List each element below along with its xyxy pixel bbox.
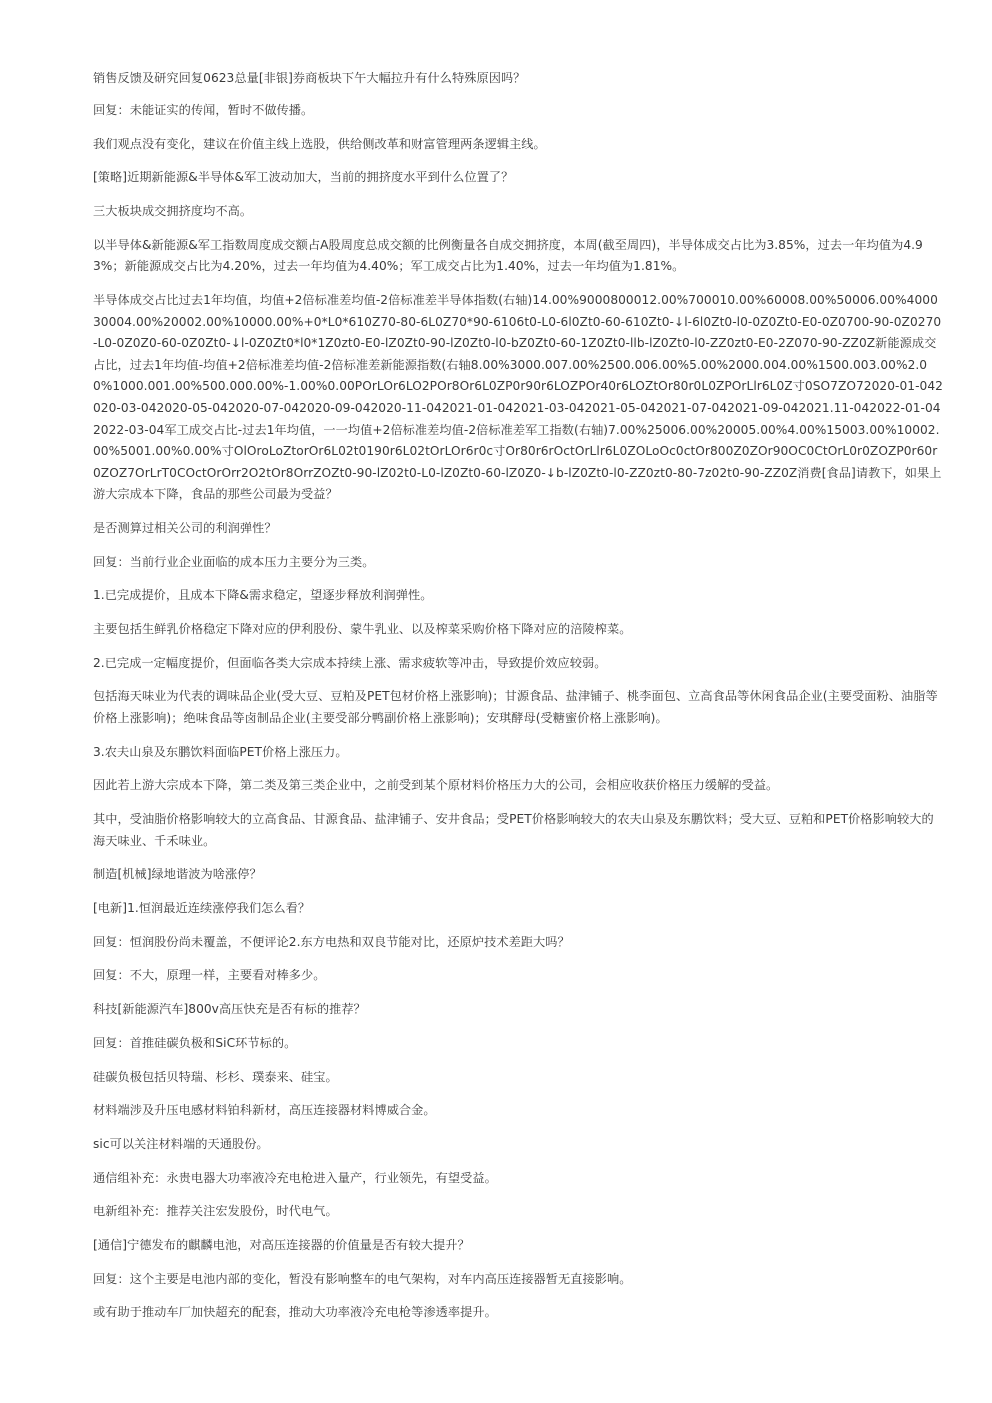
reply-nonbank: 回复：未能证实的传闻，暂时不做传播。 [93, 102, 314, 117]
materials-side: 材料端涉及升压电感材料铂科新材，高压连接器材料博威合金。 [93, 1103, 436, 1118]
question-strategy-crowding: [策略]近期新能源&半导体&军工波动加大，当前的拥挤度水平到什么位置了？ [93, 170, 514, 185]
conclusion-beneficiaries: 因此若上游大宗成本下降，第二类及第三类企业中，之前受到某个原材料价格压力大的公司，会相应收获价格压力缓解的受益。 [93, 778, 779, 793]
document-body [93, 68, 945, 1336]
telecom-supplement: 通信组补充：永贵电器大功率液冷充电枪进入量产，行业领先，有望受益。 [93, 1170, 497, 1185]
category-2-companies: 包括海天味业为代表的调味品企业(受大豆、豆粕及PET包材价格上涨影响)；甘源食品、盐津铺子、桃李面包、立高食品等休闲食品企业(主要受面粉、油脂等价格上涨影响)；绝味食品等卤制品企业(主要受部分鸭副价格上涨影响)；安琪酵母(受糖蜜价格上涨影响)。 [93, 689, 938, 726]
question-profit-elasticity: 是否测算过相关公司的利润弹性？ [93, 521, 277, 536]
electric-new-supplement: 电新组补充：推荐关注宏发股份，时代电气。 [93, 1204, 338, 1219]
crowding-detail: 以半导体&新能源&军工指数周度成交额占A股周度总成交额的比例衡量各自成交拥挤度，本周(截至周四)，半导体成交占比为3.85%，过去一年均值为4.93%；新能源成交占比为4.20%，过去一年均值为4.40%；军工成交占比为1.40%，过去一年均值为1.81%。 [93, 237, 923, 274]
reply-reduction-furnace: 回复：不大，原理一样，主要看对棒多少。 [93, 968, 326, 983]
answer-crowding-low: 三大板块成交拥挤度均不高。 [93, 204, 253, 219]
reply-qilin-battery: 回复：这个主要是电池内部的变化，暂没有影响整车的电气架构，对车内高压连接器暂无直接影响。 [93, 1271, 632, 1286]
question-800v: 科技[新能源汽车]800v高压快充是否有标的推荐？ [93, 1002, 366, 1017]
sic-material: sic可以关注材料端的天通股份。 [93, 1136, 269, 1151]
reply-800v: 回复：首推硅碳负极和SiC环节标的。 [93, 1035, 297, 1050]
question-machinery: 制造[机械]绿地谐波为啥涨停？ [93, 867, 262, 882]
category-3: 3.农夫山泉及东鹏饮料面临PET价格上涨压力。 [93, 744, 348, 759]
category-1: 1.已完成提价，且成本下降&需求稳定，望逐步释放利润弹性。 [93, 588, 433, 603]
beneficiaries-detail: 其中，受油脂价格影响较大的立高食品、甘源食品、盐津铺子、安井食品；受PET价格影响较大的农夫山泉及东鹏饮料；受大豆、豆粕和PET价格影响较大的海天味业、千禾味业。 [93, 812, 934, 848]
view-unchanged: 我们观点没有变化，建议在价值主线上选股，供给侧改革和财富管理两条逻辑主线。 [93, 136, 546, 151]
category-1-companies: 主要包括生鲜乳价格稳定下降对应的伊利股份、蒙牛乳业、以及榨菜采购价格下降对应的涪陵榨菜。 [93, 622, 632, 637]
reply-cost-pressure: 回复：当前行业企业面临的成本压力主要分为三类。 [93, 554, 375, 569]
closing-note: 或有助于推动车厂加快超充的配套，推动大功率液冷充电枪等渗透率提升。 [93, 1305, 497, 1320]
question-nonbank-brokers: 销售反馈及研究回复0623总量[非银]券商板块下午大幅拉升有什么特殊原因吗？ [93, 71, 526, 85]
silicon-carbon-anode: 硅碳负极包括贝特瑞、杉杉、璞泰来、硅宝。 [93, 1069, 338, 1084]
chart-text-residue: 半导体成交占比过去1年均值，均值+2倍标准差均值-2倍标准差半导体指数(右轴)14.00%9000800012.00%700010.00%60008.00%50006.00%400030004.00%20002.00%10000.00%+0*L0*610Z70-80-6L0Z70*90-6106t0-L0-6l0Zt0-60-610Zt0-↓l-6l0Zt0-l0-0Z0Zt0-E0-0Z0700-90-0Z0270-L0-0Z0Z0-60-0Z0Zt0-↓l-0Z0Zt0*l0*1Z0zt0-E0-lZ0Zt0-90-lZ0Zt0-l0-bZ0Zt0-60-1Z0Zt0-llb-lZ0Zt0-l0-ZZ0zt0-E0-2Z070-90-ZZ0Z新能源成交占比，过去1年均值-均值+2倍标准差均值-2倍标准差新能源指数(右轴8.00%3000.007.00%2500.006.00%5.00%2000.004.00%1500.003.00%2.00%1000.001.00%500.000.00%-1.00%0.00POrLOr6LO2POr8Or6L0ZP0r90r6LOZPOr40r6LOZtOr80r0L0ZPOrLlr6L0Z寸0SO7ZO72020-01-042020-03-042020-05-042020-07-042020-09-042020-11-042021-01-042021-03-042021-05-042021-07-042021-09-042021.11-042022-01-042022-03-04军工成交占比-过去1年均值，一一均值+2倍标准差均值-2倍标准差军工指数(右轴)7.00%25006.00%20005.00%4.00%15003.00%10002.00%5001.00%0.00%寸OlOroLoZtorOr6L02t0190r6L02tOrLOr6r0c寸Or80r6rOctOrLlr6L0ZOLoOc0ctOr800Z0ZOr90OC0CtOrL0r0ZOZP0r60r0ZOZ7OrLrT0COctOrOrr2O2tOr8OrrZOZt0-90-lZ02t0-L0-lZ0Zt0-60-lZ0Z0-↓b-lZ0Zt0-l0-ZZ0zt0-80-7z02t0-90-ZZ0Z消费[食品]请教下，如果上游大宗成本下降，食品的那些公司最为受益？ [93, 293, 943, 502]
question-qilin-battery: [通信]宁德发布的麒麟电池，对高压连接器的价值量是否有较大提升？ [93, 1237, 470, 1252]
question-electric-new: [电新]1.恒润最近连续涨停我们怎么看？ [93, 901, 311, 916]
category-2: 2.已完成一定幅度提价，但面临各类大宗成本持续上涨、需求疲软等冲击，导致提价效应较弱。 [93, 655, 607, 670]
reply-hengrun: 回复：恒润股份尚未覆盖，不便评论2.东方电热和双良节能对比，还原炉技术差距大吗？ [93, 934, 570, 949]
